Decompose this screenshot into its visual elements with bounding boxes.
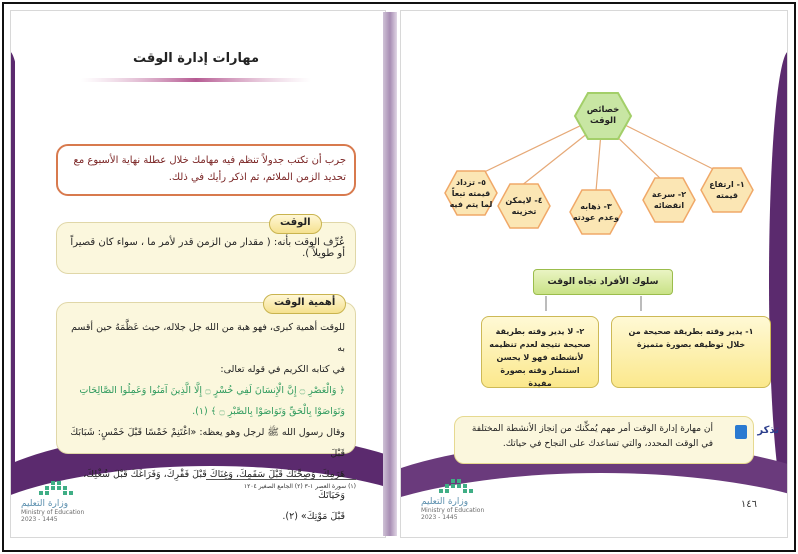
characteristic-node <box>699 166 755 214</box>
quran-verse: ﴿ وَالْعَصْرِ ۝ إِنَّ الْإِنسَانَ لَفِي خُسْرٍ ۝ إِلَّا الَّذِينَ آمَنُوا وَعَمِلُوا الصَّالِحَاتِ <box>79 385 345 396</box>
characteristic-node <box>641 176 697 224</box>
characteristic-node <box>568 188 624 236</box>
book-spine <box>383 12 397 536</box>
ministry-name: وزارة التعليم <box>21 499 69 509</box>
behavior-positive: ١- يدير وقته بطريقة صحيحة من خلال توظيفه بصورة متميزة <box>611 316 771 388</box>
importance-line: في كتابه الكريم في قوله تعالى: <box>220 364 345 375</box>
hadith-line: وقال رسول الله ﷺ لرجل وهو يعظه: «اغْتَنِمْ خَمْسًا قَبْلَ خَمْسٍ: شَبَابَكَ قَبْلَ <box>70 427 345 459</box>
characteristic-node <box>496 182 552 230</box>
mindmap-center <box>573 91 633 141</box>
page-title: مهارات إدارة الوقت <box>132 51 260 66</box>
remember-box <box>454 416 754 464</box>
intro-text: جرب أن تكتب جدولاً تنظم فيه مهامك خلال عطلة نهاية الأسبوع مع تحديد الزمن الملائم، ثم اذكر رأيك في ذلك. <box>73 155 346 183</box>
ministry-logo-icon <box>21 481 91 497</box>
behavior-negative: ٢- لا يدير وقته بطريقة صحيحة نتيجة لعدم تنظيمه لأنشطته فهو لا يحسن استثمار وقته بصورة مفيدة <box>481 316 599 388</box>
ministry-year: 2023 - 1445 <box>21 516 58 523</box>
page-number: ١٤٦ <box>740 499 757 510</box>
notebook-icon <box>735 425 747 439</box>
behavior-heading: سلوك الأفراد تجاه الوقت <box>533 269 673 295</box>
characteristic-label: ١- ارتفاع قيمته <box>709 180 745 200</box>
intro-activity-box <box>56 144 356 196</box>
footnote-divider <box>206 479 356 480</box>
importance-tag: أهمية الوقت <box>263 294 346 314</box>
remember-text: أن مهارة إدارة الوقت أمر مهم يُمكِّنك من إنجاز الأنشطة المختلفة في الوقت المحدد، والتي تساعدك على النجاح في حياتك. <box>471 424 713 449</box>
footnote: (١) سورة العصر ١-٣ (٢) الجامع الصغير ١٢٠٤ <box>243 483 356 490</box>
importance-line: للوقت أهمية كبرى، فهو هبة من الله جل جلاله، حيث عَظَّمَهُ حين أقسم به <box>71 322 345 354</box>
mindmap-connectors <box>401 11 788 311</box>
ministry-english: Ministry of Education <box>421 507 485 514</box>
ministry-logo-icon <box>421 479 491 495</box>
page-title-block <box>81 51 311 91</box>
ministry-name: وزارة التعليم <box>421 497 469 507</box>
ministry-logo <box>421 479 491 521</box>
remember-tag: تذكر <box>757 425 779 436</box>
definition-tag: الوقت <box>269 214 322 234</box>
characteristic-label: ٢- سرعة انقضائه <box>651 190 687 210</box>
ministry-english: Ministry of Education <box>21 509 85 516</box>
hadith-line: هَرَمِكَ، وَصِحَّتَكَ قَبْلَ سَقَمِكَ، وَغِنَاكَ قَبْلَ فَقْرِكَ، وَفَرَاغَكَ قَبْلَ شُغْلِكَ، وَحَيَاتَكَ <box>83 469 345 501</box>
characteristic-node <box>443 169 499 217</box>
ministry-logo <box>21 481 91 523</box>
characteristic-label: ٥- تزداد قيمته تبعاً لما يتم فيه <box>449 177 493 209</box>
right-page <box>400 10 788 538</box>
title-underline <box>81 75 311 85</box>
importance-text <box>67 317 345 527</box>
quran-verse: وَتَوَاصَوْا بِالْحَقِّ وَتَوَاصَوْا بِالصَّبْرِ ۝ ﴾ (١). <box>192 406 345 417</box>
ministry-year: 2023 - 1445 <box>421 514 458 521</box>
hadith-line: قَبْلَ مَوْتِكَ» (٢). <box>282 511 345 522</box>
mindmap-center-label: خصائص الوقت <box>586 105 620 126</box>
characteristic-label: ٣- ذهابه وعدم عودته <box>572 202 620 222</box>
characteristic-label: ٤- لايمكن تخزينه <box>505 196 543 216</box>
definition-text: عُرِّف الوقت بأنه: ( مقدار من الزمن قدر لأمر ما ، سواء كان قصيراً أو طويلاً ). <box>70 237 345 259</box>
left-page <box>10 10 386 538</box>
